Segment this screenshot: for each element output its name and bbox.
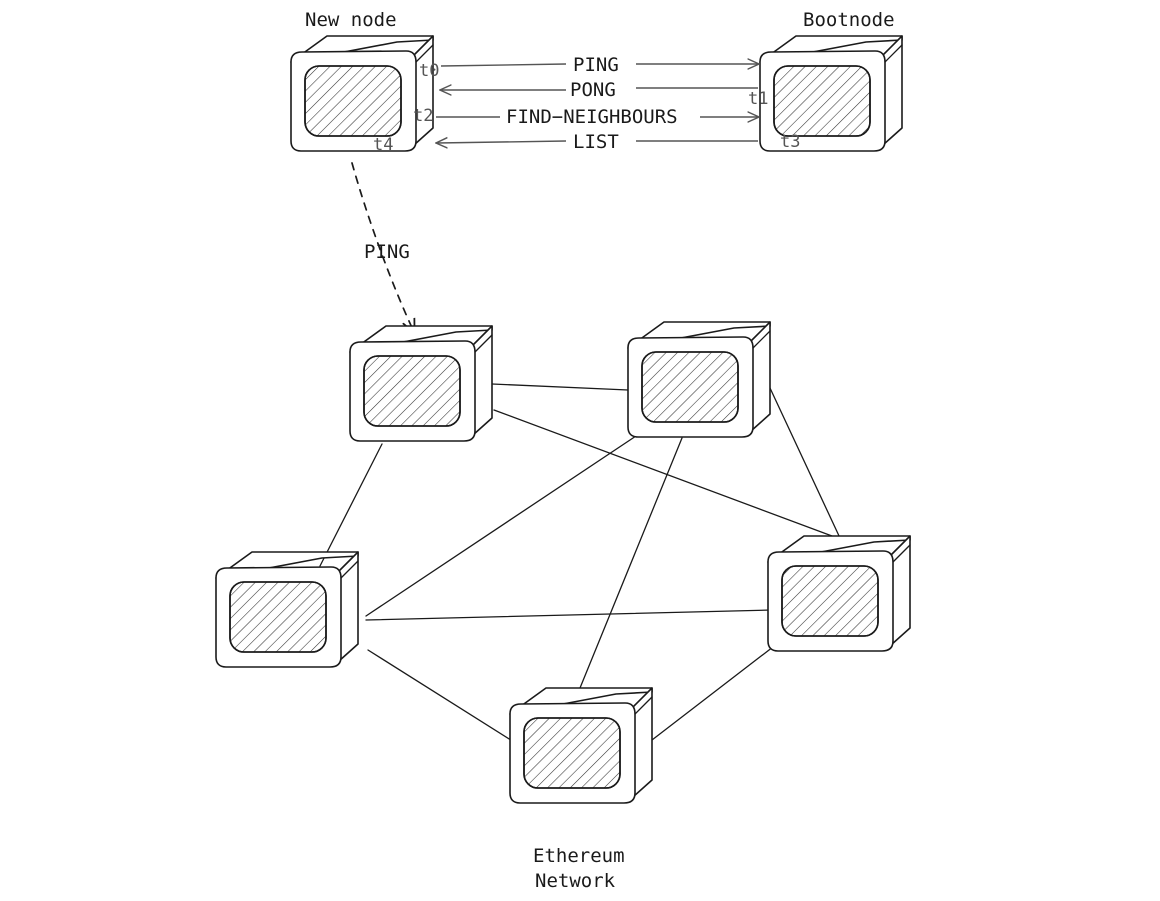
label-message-pong: PONG: [570, 79, 616, 101]
label-new-node: New node: [305, 9, 397, 31]
label-message-list: LIST: [573, 131, 619, 153]
network-node-2: [628, 322, 770, 437]
label-timestamp-t1: t1: [748, 89, 769, 109]
node-new: [291, 36, 433, 151]
label-timestamp-t3: t3: [780, 132, 801, 152]
label-timestamp-t0: t0: [419, 61, 440, 81]
label-timestamp-t4: t4: [373, 135, 394, 155]
label-bootnode: Bootnode: [803, 9, 895, 31]
label-network-line1: Ethereum: [533, 845, 625, 867]
label-dashed-ping: PING: [364, 241, 410, 263]
network-node-3: [216, 552, 358, 667]
label-timestamp-t2: t2: [413, 106, 434, 126]
network-node-5: [510, 688, 652, 803]
network-node-4: [768, 536, 910, 651]
arrow-list-left-seg: [437, 141, 566, 143]
label-message-ping: PING: [573, 54, 619, 76]
label-message-find-neighbours: FIND−NEIGHBOURS: [506, 106, 678, 128]
label-network-line2: Network: [535, 870, 616, 892]
arrow-ping-left-seg: [441, 64, 566, 66]
network-node-1: [350, 326, 492, 441]
